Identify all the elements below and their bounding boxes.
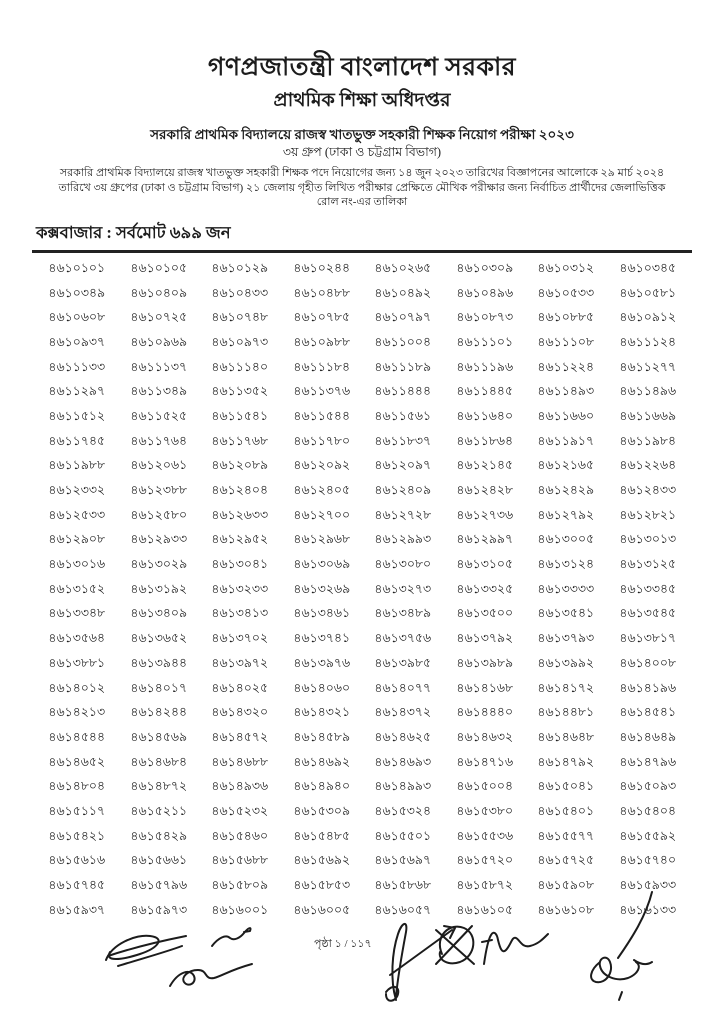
table-row xyxy=(36,529,688,554)
roll-number: ৪৬১১৯৮৪ xyxy=(618,433,676,448)
roll-number: ৪৬১১৪৪৪ xyxy=(374,384,432,399)
roll-number: ৪৬১৪৯৪০ xyxy=(292,779,350,794)
roll-number: ৪৬১৫৫০১ xyxy=(374,828,432,843)
roll-number: ৪৬১০৩৪৫ xyxy=(618,260,676,276)
roll-number: ৪৬১১৮৬৪ xyxy=(455,433,513,448)
roll-number: ৪৬১১৫২৫ xyxy=(129,408,187,424)
roll-number: ৪৬১০১০১ xyxy=(48,260,106,276)
roll-number: ৪৬১৩১২৫ xyxy=(618,556,676,572)
roll-number: ৪৬১৪৬৯৩ xyxy=(374,754,432,769)
roll-number: ৪৬১৫৪০৪ xyxy=(618,803,676,819)
roll-number: ৪৬১০৩১২ xyxy=(537,260,595,276)
roll-number: ৪৬১৫৩০৯ xyxy=(292,803,350,819)
roll-number: ৪৬১৩৯৭২ xyxy=(211,655,269,671)
roll-number: ৪৬১০৭৯৭ xyxy=(374,310,432,325)
roll-number: ৪৬১৪৫৭২ xyxy=(211,729,269,745)
roll-number: ৪৬১১৯৮৮ xyxy=(48,458,106,473)
roll-number: ৪৬১০৬০৮ xyxy=(48,310,106,325)
roll-number: ৪৬১৩৯৪৪ xyxy=(129,655,187,671)
roll-number: ৪৬১০৭৪৮ xyxy=(211,310,269,325)
roll-number: ৪৬১৩৪৮৯ xyxy=(374,606,432,621)
roll-number: ৪৬১২৭৩৬ xyxy=(455,507,513,522)
roll-number: ৪৬১৪২৪৪ xyxy=(129,705,187,720)
roll-number: ৪৬১৬১০৫ xyxy=(455,902,513,917)
signature-scribble xyxy=(106,936,186,966)
signature-scribble xyxy=(386,924,492,1001)
roll-number: ৪৬১৪৫৪৪ xyxy=(48,729,106,745)
roll-number: ৪৬১৫৯৩৭ xyxy=(48,902,106,917)
roll-number: ৪৬১২৫৩৩ xyxy=(48,507,106,522)
roll-number: ৪৬১১৪৪৫ xyxy=(455,384,513,399)
roll-number: ৪৬১০৭৮৫ xyxy=(292,310,350,325)
exam-title: সরকারি প্রাথমিক বিদ্যালয়ে রাজস্ব খাতভুক্ত সহকারী শিক্ষক নিয়োগ পরীক্ষা ২০২৩ xyxy=(150,127,574,142)
roll-number: ৪৬১৫৩৮০ xyxy=(455,803,513,819)
roll-number: ৪৬১৩২৩৩ xyxy=(211,581,269,596)
roll-number: ৪৬১৩৩৩৩ xyxy=(537,581,595,596)
roll-number: ৪৬১১৫৪১ xyxy=(211,408,269,424)
roll-number: ৪৬১০৮৮৫ xyxy=(537,310,595,325)
roll-number: ৪৬১১৫৪৪ xyxy=(292,408,350,424)
roll-number: ৪৬১২১৪৫ xyxy=(455,458,513,473)
roll-number: ৪৬১৪১৬৮ xyxy=(455,680,513,695)
roll-number: ৪৬১১৭৪৫ xyxy=(48,433,106,448)
signature-scribble xyxy=(170,964,252,986)
roll-number: ৪৬১৪৬৩২ xyxy=(455,729,513,745)
roll-number: ৪৬১১১২৪ xyxy=(618,334,676,350)
roll-number: ৪৬১১২৯৭ xyxy=(48,384,106,399)
table-row xyxy=(36,332,688,357)
roll-number: ৪৬১৩৪১৩ xyxy=(211,606,269,621)
roll-number: ৪৬১৫০০৪ xyxy=(455,779,513,794)
roll-number: ৪৬১০৯৮৮ xyxy=(292,334,350,350)
roll-number: ৪৬১৩৫০০ xyxy=(455,606,513,621)
roll-number: ৪৬১৪৬৯২ xyxy=(292,754,350,769)
group-division-line: ৩য় গ্রুপ (ঢাকা ও চট্টগ্রাম বিভাগ) xyxy=(282,145,442,159)
roll-number: ৪৬১০৯৬৯ xyxy=(129,334,187,350)
page-footer xyxy=(0,880,724,1024)
roll-number: ৪৬১৫৬১৬ xyxy=(48,853,106,868)
roll-number: ৪৬১১১৮৪ xyxy=(292,359,350,374)
roll-number: ৪৬১৫২১১ xyxy=(129,803,187,819)
roll-number: ৪৬১০৪৩৩ xyxy=(211,285,269,300)
table-row xyxy=(36,480,688,505)
table-row xyxy=(36,727,688,752)
roll-number: ৪৬১২২৬৪ xyxy=(618,458,676,473)
roll-number: ৪৬১২০৬১ xyxy=(129,458,187,473)
table-row xyxy=(36,776,688,801)
roll-number: ৪৬১৪৩২০ xyxy=(211,705,269,720)
roll-number: ৪৬১৩৩২৫ xyxy=(455,581,513,596)
roll-number: ৪৬১৫৪৬০ xyxy=(211,828,269,843)
roll-number: ৪৬১৪৬৪৮ xyxy=(537,729,595,745)
roll-number: ৪৬১৪০১৭ xyxy=(129,680,187,695)
roll-number: ৪৬১৪৪৮১ xyxy=(537,705,595,720)
roll-number: ৪৬১৫৪২৯ xyxy=(129,828,187,843)
roll-number: ৪৬১৩০৪১ xyxy=(211,556,269,572)
roll-number: ৪৬১১৪৯৩ xyxy=(537,384,595,399)
roll-number: ৪৬১৩৮১৭ xyxy=(618,630,676,646)
roll-number: ৪৬১১৯১৭ xyxy=(537,433,595,448)
roll-number: ৪৬১৫৮৫৩ xyxy=(292,877,350,893)
signatures-overlay xyxy=(0,880,724,1024)
roll-number: ৪৬১১১৪০ xyxy=(211,359,269,374)
roll-number: ৪৬১৪১৯৬ xyxy=(618,680,676,695)
roll-number: ৪৬১৬০০৫ xyxy=(292,902,350,917)
roll-number: ৪৬১৩১৯২ xyxy=(129,581,187,596)
roll-number: ৪৬১৫৭২৫ xyxy=(537,853,595,868)
roll-number: ৪৬১৪৮০৪ xyxy=(48,779,106,794)
roll-number: ৪৬১৪৫৮৯ xyxy=(292,729,350,745)
roll-number: ৪৬১৫০৯৩ xyxy=(618,779,676,794)
roll-number: ৪৬১১১০৮ xyxy=(537,334,595,350)
roll-number: ৪৬১৪৫৬৯ xyxy=(129,729,187,745)
roll-number: ৪৬১৩২৭৩ xyxy=(374,581,432,596)
roll-number: ৪৬১১৭৬৪ xyxy=(129,433,187,448)
roll-number: ৪৬১২০৯২ xyxy=(292,458,350,473)
roll-number: ৪৬১২৩৮৮ xyxy=(129,482,187,498)
table-row xyxy=(36,381,688,406)
roll-number: ৪৬১১১৮৯ xyxy=(374,359,432,374)
roll-number: ৪৬১১৮৩৭ xyxy=(374,433,432,448)
roll-number: ৪৬১০৯৭৩ xyxy=(211,334,269,350)
roll-number: ৪৬১৩৭৯৩ xyxy=(537,630,595,646)
roll-number: ৪৬১২৭৯২ xyxy=(537,507,595,522)
roll-number: ৪৬১১১৯৬ xyxy=(455,359,513,374)
department-title: প্রাথমিক শিক্ষা অধিদপ্তর xyxy=(273,90,451,111)
roll-number: ৪৬১২৯৬৮ xyxy=(292,532,350,547)
roll-number: ৪৬১০২৪৪ xyxy=(292,260,350,276)
roll-number: ৪৬১১৪৯৬ xyxy=(618,384,676,399)
notice-description: সরকারি প্রাথমিক বিদ্যালয়ে রাজস্ব খাতভুক্ত সহকারী শিক্ষক পদে নিয়োগের জন্য ১৪ জুন ২০২৩ তারিখের বিজ্ঞাপনের আলোকে ২৯ মার্চ ২০২৪ তারিখে ৩য় গ্রুপের (ঢাকা ও চট্টগ্রাম বিভাগ) ২১ জেলায় গৃহীত লিখিত পরীক্ষার প্রেক্ষিতে মৌখিক পরীক্ষার জন্য নির্বাচিত প্রার্থীদের জেলাভিত্তিক রোল নং-এর তালিকা xyxy=(58,167,666,208)
table-row xyxy=(36,677,688,702)
roll-number: ৪৬১০৭২৫ xyxy=(129,310,187,325)
roll-number: ৪৬১৬১০৮ xyxy=(537,902,595,917)
roll-number: ৪৬১৩৫৪৫ xyxy=(618,606,676,621)
roll-number: ৪৬১১৬৬০ xyxy=(537,408,595,424)
roll-number: ৪৬১২৬৩৩ xyxy=(211,507,269,522)
table-row xyxy=(36,628,688,653)
roll-number: ৪৬১৪৪৪০ xyxy=(455,705,513,720)
roll-number: ৪৬১৫৮৭২ xyxy=(455,877,513,893)
page-number-label: পৃষ্ঠা ১ / ১১৭ xyxy=(314,938,372,950)
roll-number: ৪৬১৫৯৭৩ xyxy=(129,902,187,917)
roll-number: ৪৬১১৫৬১ xyxy=(374,408,432,424)
table-row xyxy=(36,406,688,431)
roll-number: ৪৬১৬১৩৩ xyxy=(618,902,676,917)
roll-number: ৪৬১৩৪৬১ xyxy=(292,606,350,621)
roll-number: ৪৬১১২২৪ xyxy=(537,359,595,374)
roll-number: ৪৬১৫৫৭৭ xyxy=(537,828,595,843)
roll-number: ৪৬১০২৬৫ xyxy=(374,260,432,276)
roll-number: ৪৬১২৯৩৩ xyxy=(129,532,187,547)
roll-number: ৪৬১২৯৯৩ xyxy=(374,532,432,547)
roll-number: ৪৬১৫৮৬৮ xyxy=(374,877,432,893)
roll-number: ৪৬১৪৩৭২ xyxy=(374,705,432,720)
roll-number: ৪৬১৫২৩২ xyxy=(211,803,269,819)
district-total-header: কক্সবাজার : সর্বমোট ৬৯৯ জন xyxy=(36,222,231,242)
roll-number: ৪৬১৩৭৫৬ xyxy=(374,630,432,646)
table-row xyxy=(36,356,688,381)
roll-number: ৪৬১২৪০৪ xyxy=(211,482,269,498)
roll-number: ৪৬১২৫৮০ xyxy=(129,507,187,522)
roll-number: ৪৬১০৪৮৮ xyxy=(292,285,350,300)
roll-number: ৪৬১৪৭১৬ xyxy=(455,754,513,769)
roll-number: ৪৬১৫৭৯৬ xyxy=(129,877,187,893)
roll-number: ৪৬১২৭২৮ xyxy=(374,507,432,522)
roll-number: ৪৬১২০৮৯ xyxy=(211,458,269,473)
roll-number: ৪৬১০৩৪৯ xyxy=(48,285,106,300)
signature-scribble xyxy=(484,933,548,964)
roll-number: ৪৬১৪১৭২ xyxy=(537,680,595,695)
table-row xyxy=(36,430,688,455)
roll-number: ৪৬১০৮৭৩ xyxy=(455,310,513,325)
roll-number: ৪৬১৪৫৪১ xyxy=(618,705,676,720)
roll-number: ৪৬১১৩৪৯ xyxy=(129,384,187,399)
roll-number: ৪৬১৫৭৪০ xyxy=(618,853,676,868)
roll-number: ৪৬১৪৮৭২ xyxy=(129,779,187,794)
roll-number: ৪৬১৫৩২৪ xyxy=(374,803,432,819)
roll-number: ৪৬১৫৪২১ xyxy=(48,828,106,843)
roll-number: ৪৬১২৯০৮ xyxy=(48,532,106,547)
roll-number: ৪৬১৩০৮০ xyxy=(374,556,432,572)
roll-number: ৪৬১৩৯৭৬ xyxy=(292,655,350,671)
roll-number: ৪৬১৬০০১ xyxy=(211,902,269,917)
roll-number: ৪৬১৩৫৬৪ xyxy=(48,630,106,646)
roll-number: ৪৬১২৪২৯ xyxy=(537,482,595,498)
roll-number: ৪৬১৩৫৪১ xyxy=(537,606,595,621)
roll-number: ৪৬১৪৯৯৩ xyxy=(374,779,432,794)
roll-number: ৪৬১৩৮৮১ xyxy=(48,655,106,671)
roll-number: ৪৬১১০০৪ xyxy=(374,334,432,350)
table-row xyxy=(36,751,688,776)
roll-number: ৪৬১৩৭৯২ xyxy=(455,630,513,646)
roll-number: ৪৬১১৭৬৮ xyxy=(211,433,269,448)
roll-number: ৪৬১৩০৬৯ xyxy=(292,556,350,572)
roll-number: ৪৬১১৭৮০ xyxy=(292,433,350,448)
roll-number: ৪৬১১৩৭৬ xyxy=(292,384,350,399)
roll-number: ৪৬১১৩৫২ xyxy=(211,384,269,399)
roll-number: ৪৬১২০৯৭ xyxy=(374,458,432,473)
roll-number: ৪৬১৫৪০১ xyxy=(537,803,595,819)
roll-number: ৪৬১১১৩৭ xyxy=(129,359,187,374)
roll-number: ৪৬১৫৬৬১ xyxy=(129,853,187,868)
roll-number: ৪৬১১৬৬৯ xyxy=(618,408,676,424)
roll-number: ৪৬১৩১৫২ xyxy=(48,581,106,596)
roll-number: ৪৬১৩২৬৯ xyxy=(292,581,350,596)
roll-number: ৪৬১৩৭০২ xyxy=(211,630,269,646)
roll-number: ৪৬১৫৬৮৮ xyxy=(211,853,269,868)
roll-number: ৪৬১৩৯৮৫ xyxy=(374,655,432,671)
roll-number: ৪৬১২৯৫২ xyxy=(211,532,269,547)
roll-number: ৪৬১৩৪০৯ xyxy=(129,606,187,621)
roll-number: ৪৬১৪৯৩৬ xyxy=(211,779,269,794)
table-row xyxy=(36,307,688,332)
roll-number: ৪৬১৫০৪১ xyxy=(537,779,595,794)
table-row xyxy=(36,258,688,283)
roll-number: ৪৬১০৯১২ xyxy=(618,310,676,325)
roll-number: ৪৬১২৪০৫ xyxy=(292,482,350,498)
roll-number: ৪৬১৪৬৫২ xyxy=(48,754,106,769)
roll-number: ৪৬১৪০০৮ xyxy=(618,655,676,671)
roll-number: ৪৬১৫১১৭ xyxy=(48,803,106,819)
roll-number: ৪৬১৩৭৪১ xyxy=(292,630,350,646)
roll-number: ৪৬১১১৩৩ xyxy=(48,359,106,374)
roll-number: ৪৬১২৮২১ xyxy=(618,507,676,522)
roll-number: ৪৬১০৩০৯ xyxy=(455,260,513,276)
roll-number: ৪৬১৪৭৯৬ xyxy=(618,754,676,769)
table-row xyxy=(36,801,688,826)
roll-number: ৪৬১৪৩২১ xyxy=(292,705,350,720)
roll-number-table xyxy=(36,258,688,925)
roll-number: ৪৬১২১৬৫ xyxy=(537,458,595,473)
roll-number: ৪৬১৪৭৯২ xyxy=(537,754,595,769)
roll-number: ৪৬১১১০১ xyxy=(455,334,513,350)
roll-number: ৪৬১৫৬৯৭ xyxy=(374,853,432,868)
roll-number: ৪৬১০৪৯৬ xyxy=(455,285,513,300)
roll-number: ৪৬১৪৬২৫ xyxy=(374,729,432,745)
roll-number: ৪৬১৩৬৫২ xyxy=(129,630,187,646)
roll-number: ৪৬১০৪৯২ xyxy=(374,285,432,300)
roll-number: ৪৬১০৪০৯ xyxy=(129,285,187,300)
roll-number: ৪৬১১৬৪০ xyxy=(455,408,513,424)
roll-number: ৪৬১২৪২৮ xyxy=(455,482,513,498)
roll-number: ৪৬১৩০২৯ xyxy=(129,556,187,572)
roll-number: ৪৬১৩০০৫ xyxy=(537,532,595,547)
roll-number: ৪৬১৫৭৪৫ xyxy=(48,877,106,893)
roll-number: ৪৬১১৫১২ xyxy=(48,408,106,424)
government-title: গণপ্রজাতন্ত্রী বাংলাদেশ সরকার xyxy=(207,54,517,81)
table-top-rule xyxy=(32,250,692,253)
roll-number: ৪৬১৩৯৯২ xyxy=(537,655,595,671)
table-row xyxy=(36,578,688,603)
roll-number: ৪৬১৩১২৪ xyxy=(537,556,595,572)
table-row xyxy=(36,850,688,875)
roll-number: ৪৬১৩০১৬ xyxy=(48,556,106,572)
roll-number: ৪৬১০১২৯ xyxy=(211,260,269,276)
signature-scribble xyxy=(212,928,251,946)
roll-number: ৪৬১৫৯০৮ xyxy=(537,877,595,893)
roll-number: ৪৬১৪২১৩ xyxy=(48,705,106,720)
table-row xyxy=(36,825,688,850)
table-row xyxy=(36,702,688,727)
roll-number: ৪৬১৩১০৫ xyxy=(455,556,513,572)
roll-number: ৪৬১৫৮০৯ xyxy=(211,877,269,893)
roll-number: ৪৬১৫৫৯২ xyxy=(618,828,676,843)
roll-number: ৪৬১৫৯৩৩ xyxy=(618,877,676,893)
roll-number: ৪৬১৩৯৮৯ xyxy=(455,655,513,671)
roll-number: ৪৬১৬০৫৭ xyxy=(374,902,432,917)
table-row xyxy=(36,554,688,579)
roll-number: ৪৬১২৪০৯ xyxy=(374,482,432,498)
table-row xyxy=(36,504,688,529)
roll-number: ৪৬১০৯৩৭ xyxy=(48,334,106,350)
roll-number: ৪৬১২৯৯৭ xyxy=(455,532,513,547)
roll-number: ৪৬১৩০১৩ xyxy=(618,532,676,547)
roll-number: ৪৬১৪৬৮৮ xyxy=(211,754,269,769)
roll-number: ৪৬১৫৭২০ xyxy=(455,853,513,868)
roll-number: ৪৬১২৪৩৩ xyxy=(618,482,676,498)
roll-number: ৪৬১০১০৫ xyxy=(129,260,187,276)
roll-number: ৪৬১০৫৮১ xyxy=(618,285,676,300)
roll-number: ৪৬১৩৩৪৮ xyxy=(48,606,106,621)
table-row xyxy=(36,653,688,678)
roll-number: ৪৬১৪০১২ xyxy=(48,680,106,695)
table-row xyxy=(36,603,688,628)
roll-number: ৪৬১৫৪৮৫ xyxy=(292,828,350,843)
roll-number: ৪৬১৪০৬০ xyxy=(292,680,350,695)
roll-number: ৪৬১৫৫৩৬ xyxy=(455,828,513,843)
roll-number: ৪৬১৫৬৯২ xyxy=(292,853,350,868)
roll-number: ৪৬১১২৭৭ xyxy=(618,359,676,374)
roll-number: ৪৬১০৫৩৩ xyxy=(537,285,595,300)
roll-number: ৪৬১৪৬৪৯ xyxy=(618,729,676,745)
table-row xyxy=(36,455,688,480)
table-row xyxy=(36,282,688,307)
roll-number: ৪৬১৩৩৪৫ xyxy=(618,581,676,596)
roll-number: ৪৬১২৩৩২ xyxy=(48,482,106,498)
roll-number: ৪৬১৪০২৫ xyxy=(211,680,269,695)
roll-number: ৪৬১৪০৭৭ xyxy=(374,680,432,695)
roll-number: ৪৬১২৭০০ xyxy=(292,507,350,522)
signature-scribble xyxy=(591,892,652,1000)
roll-number: ৪৬১৪৬৮৪ xyxy=(129,754,187,769)
